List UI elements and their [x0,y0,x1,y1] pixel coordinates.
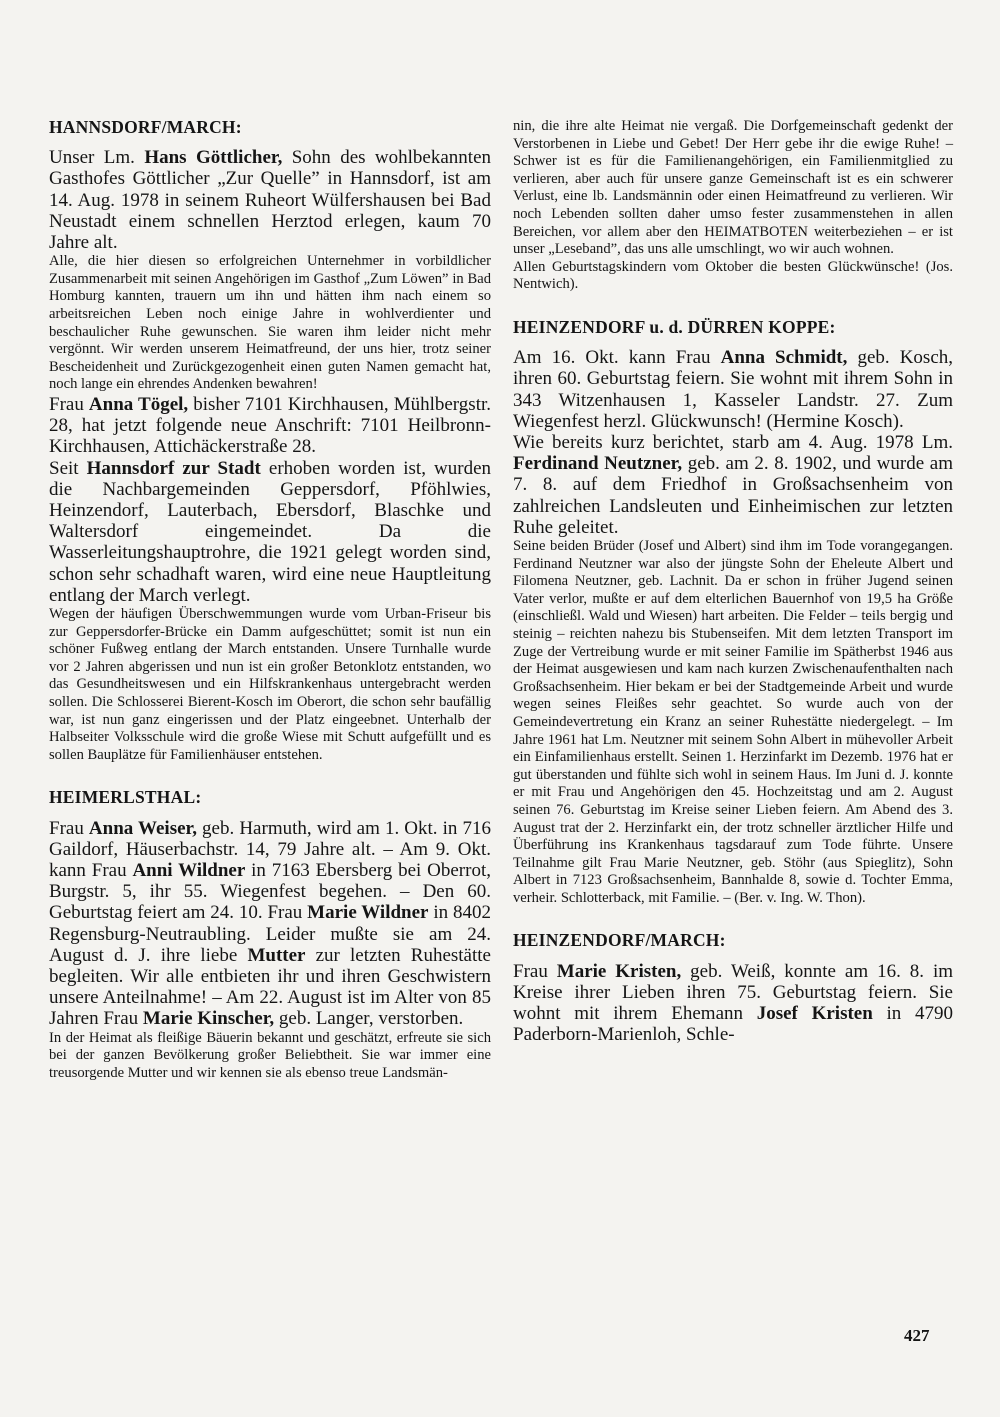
heimerlsthal-paragraph-1: Frau Anna Weiser, geb. Harmuth, wird am 1. Okt. in 716 Gaildorf, Häuserbachstr. 14, 79 Jahre alt. – Am 9. Okt. kann Frau Anni Wildner in 7163 Ebersberg bei Oberrot, Burgstr. 5, ihr 55. Wiegenfest begehen. – Den 60. Geburtstag feiert am 24. 10. Frau Marie Wildner in 8402 Regensburg-Neutraubling. Leider mußte sie am 24. August d. J. ihre liebe Mutter zur letzten Ruhestätte begleiten. Wir alle entbieten ihr und ihren Geschwistern unsere Anteilnahme! – Am 22. August ist im Alter von 85 Jahren Frau Marie Kinscher, geb. Langer, verstorben. [49,817,492,1030]
hannsdorf-paragraph-1: Unser Lm. Hans Göttlicher, Sohn des wohlbekannten Gasthofes Göttlicher „Zur Quelle” in Hannsdorf, ist am 14. Aug. 1978 in seinem Ruheort Wülfershausen bei Bad Neustadt einem schnellen Herztod erlegen, kaum 70 Jahre alt. [49,147,491,254]
hannsdorf-paragraph-5: Wegen der häufigen Überschwemmungen wurde vom Urban-Friseur bis zur Geppersdorfer-Brücke ein Damm aufgeschüttet; somit ist nun ein schöner Fußweg entlang der March entstanden. Unsere Turnhalle wurde vor 2 Jahren abgerissen und nun ist ein großer Betonklotz entstanden, wo das Gesundheitswesen und ein Hilfskrankenhaus untergebracht werden sollen. Die Schlosserei Bierent-Kosch im Oberort, die schon sehr baufällig war, ist nun ganz eingerissen und der Platz eingeebnet. Unterhalb der Halbseiter Volksschule wird die große Wiese mit Schutt aufgefüllt und es sollen Bauplätze für Familienhäuser entstehen. [49,606,491,763]
heimerlsthal-paragraph-2: In der Heimat als fleißige Bäuerin bekannt und geschätzt, erfreute sie sich bei der ganzen Bevölkerung großer Beliebtheit. Sie war immer eine treusorgende Mutter und wir kennen sie als ebenso treue Landsmän- [49,1029,491,1081]
heinzendorf-march-paragraph-1: Frau Marie Kristen, geb. Weiß, konnte am 16. 8. im Kreise ihrer Lieben ihren 75. Geburtstag feiern. Sie wohnt mit ihrem Ehemann Josef Kristen in 4790 Paderborn-Marienloh, Schle- [513,960,954,1046]
hannsdorf-paragraph-2: Alle, die hier diesen so erfolgreichen Unternehmer in vorbildlicher Zusammenarbeit mit seinen Angehörigen im Gasthof „Zum Löwen” in Bad Homburg kannten, trauern um ihn und hätten ihm nach einem so arbeitsreichen Leben noch einige Jahre in wohlverdienter und beschaulicher Ruhe gewunschen. Sie waren ihm leider nicht mehr vergönnt. Wir werden unserem Heimatfreund, der uns hier, trotz seiner Bescheidenheit und Zurückgezogenheit einen guten Namen gemacht hat, noch lange ein ehrendes Andenken bewahren! [49,253,491,393]
heading-hannsdorf: HANNSDORF/MARCH: [49,117,242,137]
heinzendorf-koppe-paragraph-2: Wie bereits kurz berichtet, starb am 4. Aug. 1978 Lm. Ferdinand Neutzner, geb. am 2. 8. 1902, und wurde am 7. 8. auf dem Friedhof in Großsachsenheim von zahlreichen Landsleuten und Einheimischen zur letzten Ruhe geleitet. [513,432,953,538]
heading-heinzendorf-koppe: HEINZENDORF u. d. DÜRREN KOPPE: [513,316,836,337]
heinzendorf-koppe-paragraph-3: Seine beiden Brüder (Josef und Albert) sind ihm im Tode vorangegangen. Ferdinand Neutzner war also der jüngste Sohn der Eheleute Albert und Filomena Neutzner, geb. Lachnit. Da er schon in früher Jugend seinen Vater verlor, mußte er auf dem elterlichen Bauernhof von 19,5 ha Größe (einschließl. Wald und Wiesen) hart arbeiten. Die Felder – teils bergig und steinig – reichten nahezu bis Stubenseifen. Mit dem letzten Transport im Zuge der Vertreibung wurde er mit seiner Familie im Spätherbst 1946 aus der Heimat ausgewiesen und kam nach kurzen Zwischenaufenthalten nach Großsachsenheim. Hier bekam er bei der Stadtgemeinde Arbeit und wurde wegen seines Fleißes sehr geachtet. So wurde auch von der Gemeindevertretung ein Kranz an seiner Ruhestätte niedergelegt. – Im Jahre 1961 hat Lm. Neutzner mit seinem Sohn Albert in mühevoller Arbeit ein Einfamilienhaus erstellt. Seinen 1. Herzinfarkt im Dezemb. 1976 hat er gut überstanden und fühlte sich wohl in seinem Haus. Im Juni d. J. konnte er mit Frau und Angehörigen den 45. Hochzeitstag und am 2. August seinen 76. Geburtstag im Kreise seiner Lieben feiern. Am Abend des 3. August trat der 2. Herzinfarkt ein, der trotz schneller ärztlicher Hilfe und Überführung ins Krankenhaus tagsdarauf zum Tode führte. Unsere Teilnahme gilt Frau Marie Neutzner, geb. Stöhr (aus Spieglitz), Sohn Albert in 7123 Großsachsenheim, Bannhalde 8, sowie d. Tochter Emma, verheir. Schlotterback, mit Familie. – (Ber. v. Ing. W. Thon). [513,538,953,906]
left-column [49,118,491,1082]
heading-heimerlsthal: HEIMERLSTHAL: [49,787,202,808]
heimerlsthal-paragraph-3: nin, die ihre alte Heimat nie vergaß. Die Dorfgemeinschaft gedenkt der Verstorbenen in Liebe und Gebet! Der Herr gebe ihr die ewige Ruhe! – Schwer ist es für die Familienangehörigen, ein Familienmitglied zu verlieren, aber auch für unsere ganze Gemeinschaft ist es ein schwerer Verlust, eine lb. Landsmännin oder einen Heimatfreund zu verlieren. Wir noch Lebenden sollten daher umso fester zusammenstehen in allen Bereichen, vor allem aber den HEIMATBOTEN weiterbeziehen – er ist unser „Leseband”, das uns alle umschlingt, wo wir auch wohnen. [513,118,953,258]
heinzendorf-koppe-paragraph-1: Am 16. Okt. kann Frau Anna Schmidt, geb. Kosch, ihren 60. Geburtstag feiern. Sie wohnt mit ihrem Sohn in 343 Witzenhausen 1, Kasseler Landstr. 27. Zum Wiegenfest herzl. Glückwunsch! (Hermine Kosch). [513,347,954,432]
heading-heinzendorf-march: HEINZENDORF/MARCH: [513,930,726,951]
hannsdorf-paragraph-3: Frau Anna Tögel, bisher 7101 Kirchhausen, Mühlbergstr. 28, hat jetzt folgende neue Anschrift: 7101 Heilbronn-Kirchhausen, Attichäckerstraße 28. [49,394,491,458]
right-column [513,118,953,1046]
heimerlsthal-paragraph-4: Allen Geburtstagskindern vom Oktober die besten Glückwünsche! (Jos. Nentwich). [513,258,953,293]
page-number: 427 [904,1326,930,1345]
hannsdorf-paragraph-4: Seit Hannsdorf zur Stadt erhoben worden ist, wurden die Nachbargemeinden Geppersdorf, Pföhlwies, Heinzendorf, Lauterbach, Ebersdorf, Blaschke und Waltersdorf eingemeindet. Da die Wasserleitungshauptrohre, die 1921 gelegt worden sind, schon sehr schadhaft waren, wird eine neue Hauptleitung entlang der March verlegt. [49,457,492,606]
